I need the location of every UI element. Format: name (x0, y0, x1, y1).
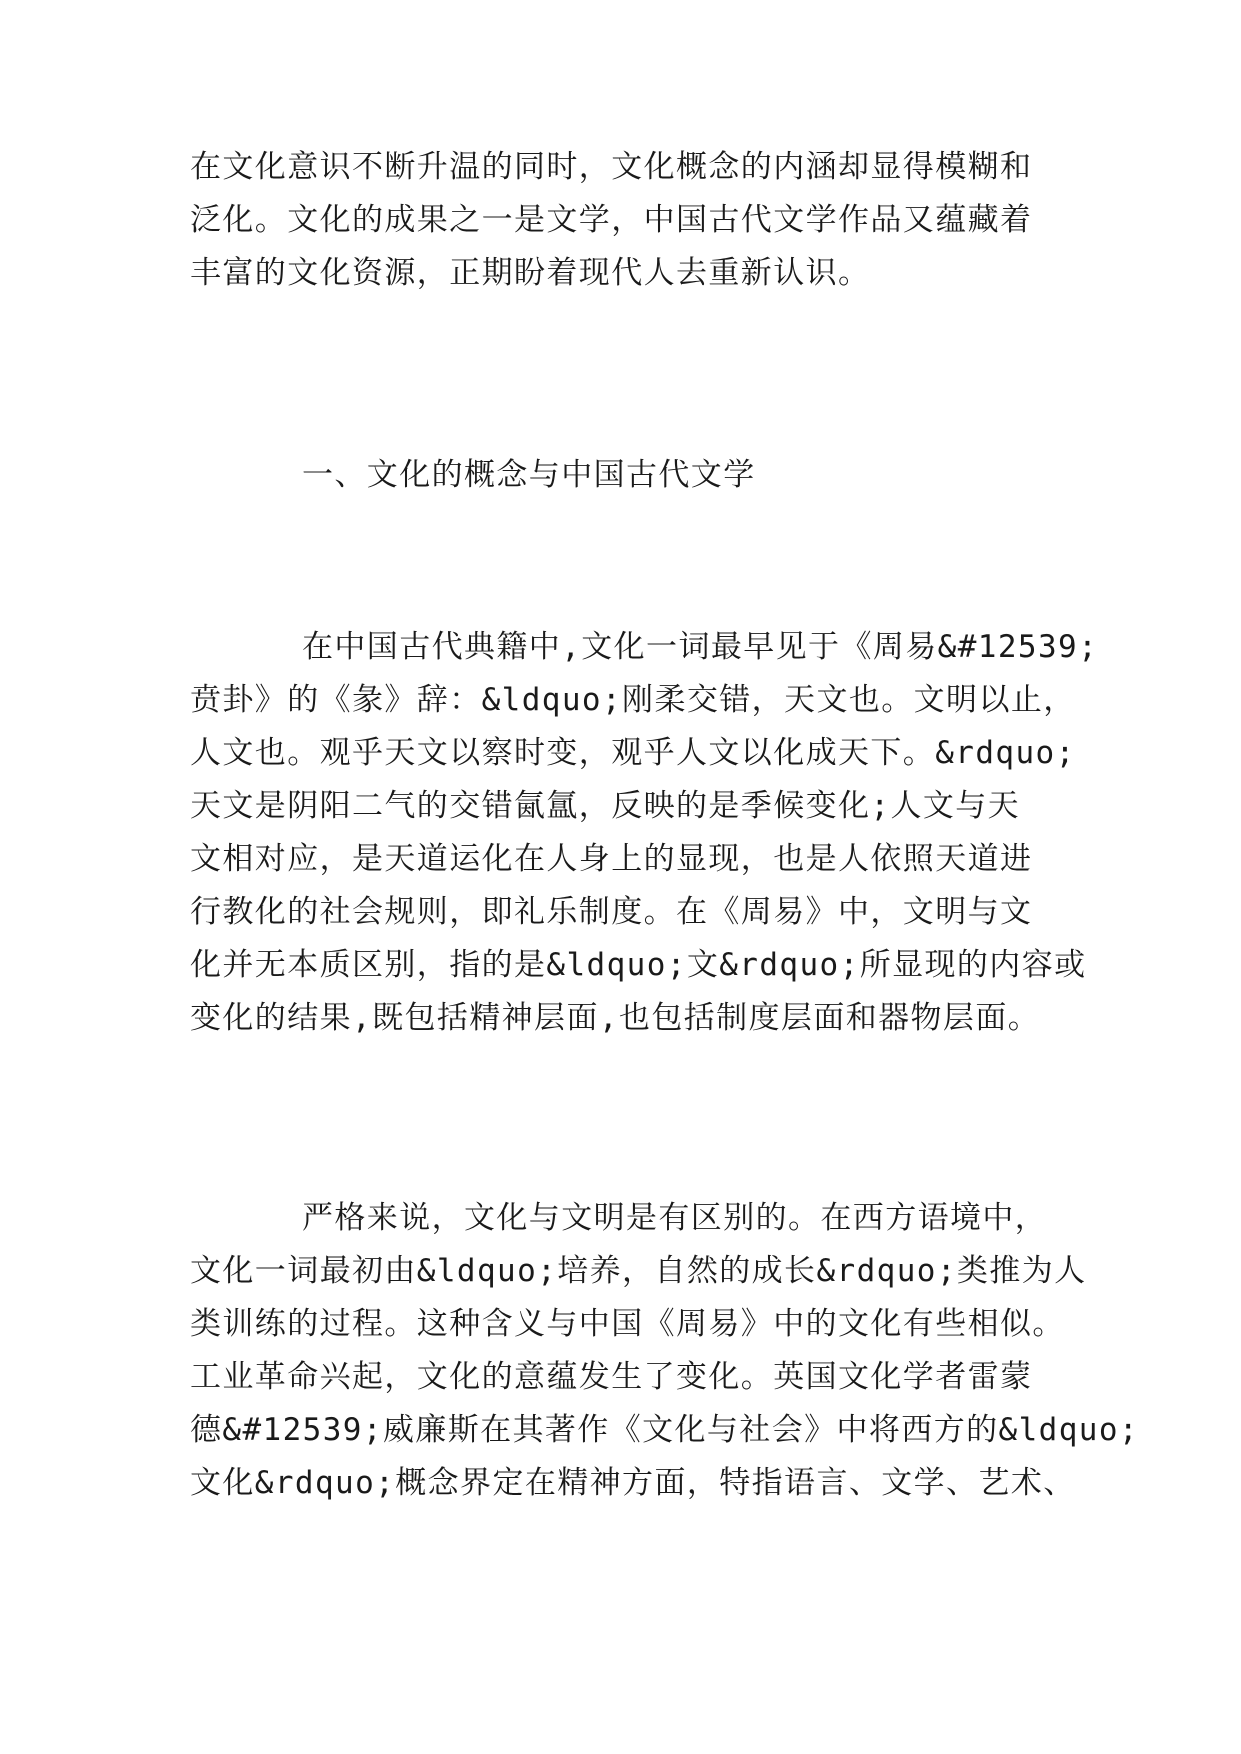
paragraph-2-line-7: 化并无本质区别，指的是&ldquo;文&rdquo;所显现的内容或 (190, 947, 1087, 983)
paragraph-3-line-5: 德&#12539;威廉斯在其著作《文化与社会》中将西方的&ldquo; (190, 1412, 1139, 1448)
paragraph-3-line-3: 类训练的过程。这种含义与中国《周易》中的文化有些相似。 (190, 1306, 1065, 1342)
paragraph-1-line-1: 在文化意识不断升温的同时，文化概念的内涵却显得模糊和 (190, 149, 1033, 185)
paragraph-3-line-2: 文化一词最初由&ldquo;培养，自然的成长&rdquo;类推为人 (190, 1253, 1087, 1289)
section-heading: 一、文化的概念与中国古代文学 (302, 457, 756, 493)
paragraph-1-line-2: 泛化。文化的成果之一是文学，中国古代文学作品又蕴藏着 (190, 202, 1033, 238)
paragraph-2-line-2: 贲卦》的《彖》辞：&ldquo;刚柔交错，天文也。文明以止， (190, 682, 1076, 718)
paragraph-3-line-4: 工业革命兴起，文化的意蕴发生了变化。英国文化学者雷蒙 (190, 1359, 1033, 1395)
paragraph-2-line-4: 天文是阴阳二气的交错氤氲，反映的是季候变化;人文与天 (190, 788, 1021, 824)
paragraph-1-line-3: 丰富的文化资源，正期盼着现代人去重新认识。 (190, 255, 871, 291)
paragraph-2-line-6: 行教化的社会规则，即礼乐制度。在《周易》中，文明与文 (190, 894, 1033, 930)
paragraph-2-line-1: 在中国古代典籍中,文化一词最早见于《周易&#12539; (302, 629, 1099, 665)
paragraph-2-line-5: 文相对应，是天道运化在人身上的显现，也是人依照天道进 (190, 841, 1033, 877)
paragraph-3-line-6: 文化&rdquo;概念界定在精神方面，特指语言、文学、艺术、 (190, 1465, 1076, 1501)
paragraph-2-line-3: 人文也。观乎天文以察时变，观乎人文以化成天下。&rdquo; (190, 735, 1076, 771)
paragraph-2-line-8: 变化的结果,既包括精神层面,也包括制度层面和器物层面。 (190, 1000, 1041, 1036)
paragraph-3-line-1: 严格来说，文化与文明是有区别的。在西方语境中， (302, 1200, 1048, 1236)
